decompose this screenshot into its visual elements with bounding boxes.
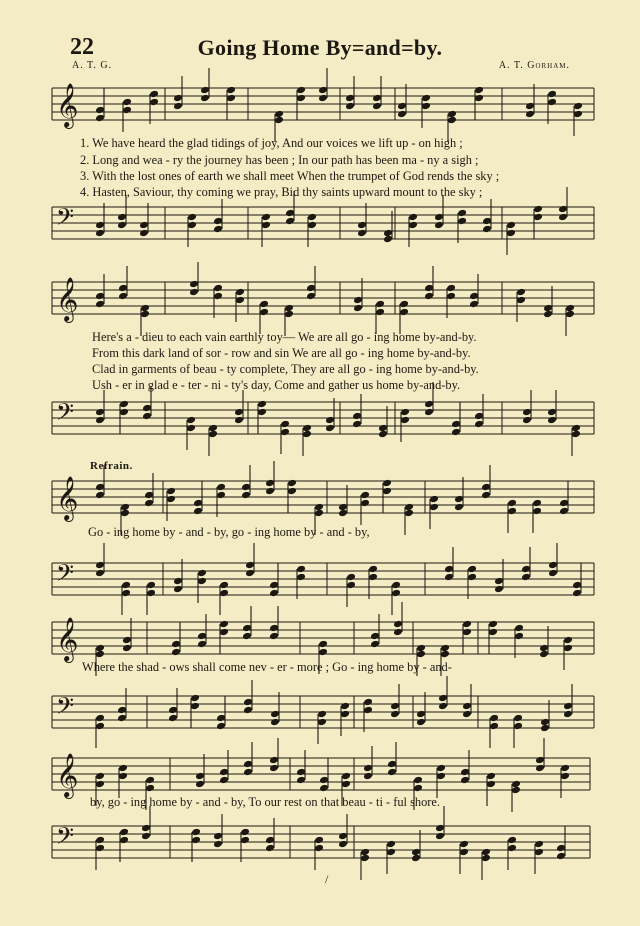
verse-4-continuation: Ush - er in glad e - ter - ni - ty's day, Come and gather us home by-and-by.: [92, 378, 461, 392]
verse-1-continuation: Here's a - dieu to each vain earthly toy— We are all go - ing home by-and-by.: [92, 330, 477, 344]
verse-3-line: 3. With the lost ones of earth we shall meet When the trumpet of God rends the sky ;: [80, 169, 500, 183]
composer-credit: A. T. Gorham.: [498, 60, 570, 71]
hymn-number: 22: [70, 34, 94, 60]
treble-clef-icon: 𝄞: [56, 753, 79, 797]
lyricist-credit: A. T. G.: [72, 60, 113, 71]
refrain-label: Refrain.: [90, 460, 133, 472]
treble-clef-icon: 𝄞: [56, 277, 79, 321]
footer-mark: /: [325, 872, 329, 886]
bass-clef-icon: 𝄢: [56, 822, 75, 855]
verse-3-continuation: Clad in garments of beau - ty complete, They are all go - ing home by-and-by.: [92, 362, 479, 376]
refrain-lyric-1: Go - ing home by - and - by, go - ing home by - and - by,: [88, 525, 370, 539]
verse-1-line: 1. We have heard the glad tidings of joy, And our voices we lift up - on high ;: [80, 136, 463, 150]
verse-2-line: 2. Long and wea - ry the journey has been ; In our path has been ma - ny a sigh ;: [80, 153, 479, 167]
hymn-title: Going Home By=and=by.: [197, 35, 443, 60]
verse-2-continuation: From this dark land of sor - row and sin We are all go - ing home by-and-by.: [92, 346, 471, 360]
treble-clef-icon: 𝄞: [56, 617, 79, 661]
bass-clef-icon: 𝄢: [56, 398, 75, 431]
bass-clef-icon: 𝄢: [56, 692, 75, 725]
bass-clef-icon: 𝄢: [56, 559, 75, 592]
treble-clef-icon: 𝄞: [56, 83, 79, 127]
treble-clef-icon: 𝄞: [56, 476, 79, 520]
bass-clef-icon: 𝄢: [56, 203, 75, 236]
refrain-lyric-2: Where the shad - ows shall come nev - er - more ; Go - ing home by - and-: [82, 660, 452, 674]
verse-4-line: 4. Hasten, Saviour, thy coming we pray, Bid thy saints upward mount to the sky ;: [80, 185, 483, 199]
refrain-lyric-3: by, go - ing home by - and - by, To our rest on that beau - ti - ful shore.: [90, 795, 441, 809]
